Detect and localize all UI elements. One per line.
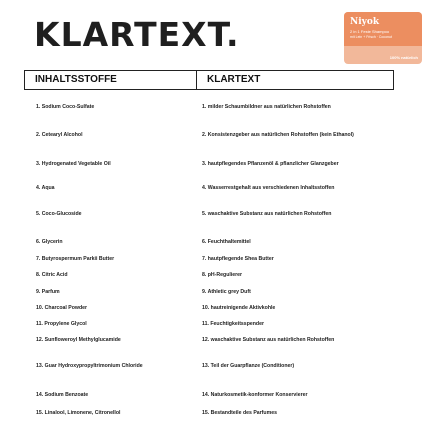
ingredient-name: 1. Sodium Coco-Sulfate <box>36 104 95 110</box>
ingredient-explanation: 2. Konsistenzgeber aus natürlichen Rohstoffen (kein Ethanol) <box>202 132 354 138</box>
product-brand: Niyok <box>350 17 380 27</box>
ingredient-name: 6. Glycerin <box>36 239 63 245</box>
ingredient-explanation: 1. milder Schaumbildner aus natürlichen Rohstoffen <box>202 104 331 110</box>
ingredient-name: 9. Parfum <box>36 289 60 295</box>
ingredient-explanation: 11. Feuchtigkeitsspender <box>202 321 264 327</box>
ingredient-name: 7. Butyrospermum Parkii Butter <box>36 256 115 262</box>
column-header-explanation: KLARTEXT <box>207 74 261 85</box>
ingredient-explanation: 14. Naturkosmetik-konformer Konservierer <box>202 392 308 398</box>
ingredient-explanation: 13. Teil der Guarpflanze (Conditioner) <box>202 363 295 369</box>
ingredient-explanation: 8. pH-Regulierer <box>202 272 243 278</box>
ingredient-explanation: 9. Athletic grey Duft <box>202 289 251 295</box>
ingredient-name: 10. Charcoal Powder <box>36 305 88 311</box>
ingredient-name: 12. Sunfloweroyl Methylglucamide <box>36 337 121 343</box>
product-tag: 100% natürlich <box>389 55 418 60</box>
ingredient-explanation: 4. Wasserrestgehalt aus verschiedenen Inhaltsstoffen <box>202 185 335 191</box>
column-header-ingredients: INHALTSSTOFFE <box>25 71 197 89</box>
ingredient-explanation: 5. waschaktive Substanz aus natürlichen Rohstoffen <box>202 211 332 217</box>
product-subtitle: 2 in 1 Feste Shampoo <box>350 29 390 34</box>
ingredient-name: 2. Cetearyl Alcohol <box>36 132 83 138</box>
ingredient-name: 3. Hydrogenated Vegetable Oil <box>36 161 111 167</box>
page-title: KLARTEXT. <box>34 15 240 54</box>
ingredient-explanation: 10. hautreinigende Aktivkohle <box>202 305 276 311</box>
ingredient-explanation: 3. hautpflegendes Pflanzenöl & pflanzlicher Glanzgeber <box>202 161 339 167</box>
ingredient-explanation: 6. Feuchthaltemittel <box>202 239 251 245</box>
product-subtitle-2: mit Lein + Frisch · Coconut <box>350 35 392 39</box>
ingredient-explanation: 7. hautpflegende Shea Butter <box>202 256 274 262</box>
ingredient-explanation: 12. waschaktive Substanz aus natürlichen Rohstoffen <box>202 337 335 343</box>
ingredient-name: 14. Sodium Benzoate <box>36 392 89 398</box>
ingredient-name: 11. Propylene Glycol <box>36 321 87 327</box>
ingredient-name: 5. Coco-Glucoside <box>36 211 82 217</box>
ingredient-explanation: 15. Bestandteile des Parfumes <box>202 410 277 416</box>
ingredient-name: 13. Guar Hydroxypropyltrimonium Chloride <box>36 363 143 369</box>
ingredient-name: 15. Linalool, Limonene, Citronellol <box>36 410 121 416</box>
ingredient-name: 4. Aqua <box>36 185 55 191</box>
ingredient-name: 8. Citric Acid <box>36 272 68 278</box>
